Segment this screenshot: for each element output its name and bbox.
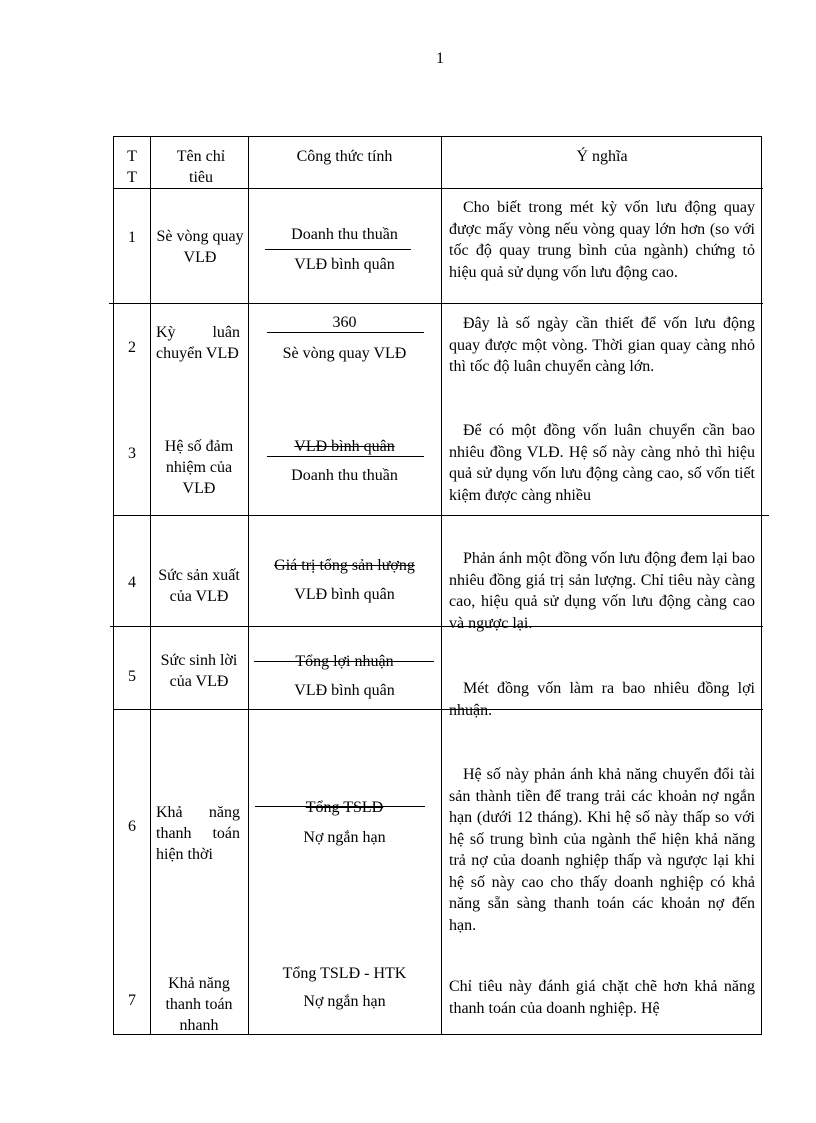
formula-denominator: VLĐ bình quân xyxy=(294,586,395,603)
row-meaning: Phản ánh một đồng vốn lưu động đem lại bao nhiêu đồng giá trị sản lượng. Chỉ tiêu này càng cao, hiệu quả sử dụng vốn lưu động càng cao và ngược lại. xyxy=(449,550,755,632)
row-meaning: Chỉ tiêu này đánh giá chặt chẽ hơn khả năng thanh toán của doanh nghiệp. Hệ xyxy=(449,978,755,1017)
indicator-table xyxy=(113,136,762,1035)
row-number: 3 xyxy=(128,445,136,462)
header-tt xyxy=(114,146,150,188)
row-name: Sức sinh lời của VLĐ xyxy=(160,652,238,690)
row-number: 4 xyxy=(128,574,136,591)
row-number: 6 xyxy=(128,818,136,835)
row-name: Kỳ luân chuyển VLĐ xyxy=(156,324,240,362)
formula-numerator: Tổng lợi nhuận xyxy=(295,653,394,670)
row-meaning: Đây là số ngày cần thiết để vốn lưu động quay được một vòng. Thời gian quay càng nhỏ thì tốc độ luân chuyển càng lớn. xyxy=(449,315,755,375)
formula-denominator: Nợ ngắn hạn xyxy=(303,829,386,846)
row-meaning: Mét đồng vốn làm ra bao nhiêu đồng lợi nhuận. xyxy=(449,680,755,719)
header-name: Tên chỉ tiêu xyxy=(176,148,226,186)
formula-numerator: VLĐ bình quân xyxy=(294,438,395,455)
formula-denominator: VLĐ bình quân xyxy=(294,256,395,273)
fraction-bar xyxy=(254,661,434,662)
fraction-bar xyxy=(255,806,425,807)
formula-denominator: Sè vòng quay VLĐ xyxy=(282,345,407,362)
page-number: 1 xyxy=(436,50,444,67)
fraction-bar xyxy=(267,332,424,333)
formula-numerator: Tổng TSLĐ xyxy=(305,799,384,816)
header-meaning: Ý nghĩa xyxy=(576,148,628,165)
row-name: Khả năng thanh toán nhanh xyxy=(165,975,233,1034)
col-divider xyxy=(150,137,151,1034)
row-name: Sức sản xuất của VLĐ xyxy=(158,567,240,605)
formula-numerator: Doanh thu thuần xyxy=(291,226,398,243)
header-tt-line1: T xyxy=(127,148,137,165)
row-divider xyxy=(114,515,769,516)
row-name: Khả năng thanh toán hiện thời xyxy=(156,804,240,863)
row-divider xyxy=(109,303,763,304)
row-meaning: Hệ số này phản ánh khả năng chuyển đổi tài sản thành tiền để trang trải các khoản nợ ngắn hạn (dưới 12 tháng). Khi hệ số này thấp so với hệ số trung bình của ngành thể hiện khả năng trả nợ của doanh nghiệp thấp và ngược lại khi hệ số này cao cho thấy doanh nghiệp có khả năng sẵn sàng thanh toán các khoản nợ đến hạn. xyxy=(449,766,755,934)
fraction-bar xyxy=(267,456,424,457)
col-divider xyxy=(441,137,442,1034)
row-number: 5 xyxy=(128,668,136,685)
formula-denominator: Nợ ngắn hạn xyxy=(303,993,386,1010)
fraction-bar xyxy=(265,249,411,250)
row-number: 1 xyxy=(128,229,136,246)
row-meaning: Cho biết trong mét kỳ vốn lưu động quay được mấy vòng nếu vòng quay lớn hơn (so với tốc độ quay trung bình của ngành) chứng tỏ hiệu quả sử dụng vốn lưu động cao. xyxy=(449,199,755,281)
row-meaning: Để có một đồng vốn luân chuyển cần bao nhiêu đồng VLĐ. Hệ số này càng nhỏ thì hiệu quả sử dụng vốn lưu động càng cao, số vốn tiết kiệm được càng nhiều xyxy=(449,422,755,504)
header-formula: Công thức tính xyxy=(296,148,393,165)
formula-denominator: Doanh thu thuần xyxy=(291,467,398,484)
formula-numerator: Tổng TSLĐ - HTK xyxy=(282,965,407,982)
row-number: 2 xyxy=(128,339,136,356)
header-tt-line2: T xyxy=(127,169,137,186)
formula-numerator: 360 xyxy=(332,314,357,331)
formula-numerator: Giá trị tổng sản lượng xyxy=(274,557,415,574)
formula-denominator: VLĐ bình quân xyxy=(294,682,395,699)
row-name: Hệ số đảm nhiệm của VLĐ xyxy=(164,438,234,497)
row-name: Sè vòng quay VLĐ xyxy=(156,228,244,266)
row-number: 7 xyxy=(128,992,136,1009)
header-divider xyxy=(114,188,763,189)
